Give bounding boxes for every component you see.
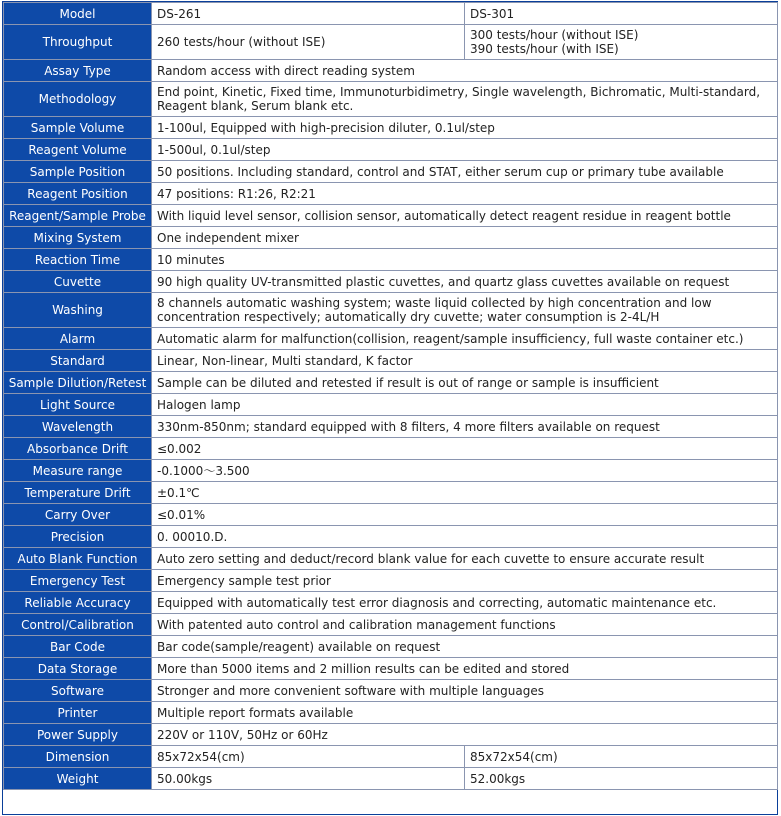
row-value: More than 5000 items and 2 million results can be edited and stored (152, 658, 778, 680)
row-label: Sample Position (4, 161, 152, 183)
row-label: Standard (4, 350, 152, 372)
table-row (4, 702, 778, 724)
row-label: Power Supply (4, 724, 152, 746)
table-row (4, 504, 778, 526)
row-label: Reaction Time (4, 249, 152, 271)
cell-ds261: DS-261 (152, 3, 465, 25)
table-row (4, 293, 778, 328)
table-row (4, 658, 778, 680)
table-row (4, 227, 778, 249)
table-row (4, 438, 778, 460)
cell-ds261: 260 tests/hour (without ISE) (152, 25, 465, 60)
row-label: Light Source (4, 394, 152, 416)
row-label: Control/Calibration (4, 614, 152, 636)
table-row (4, 460, 778, 482)
spec-table-frame (2, 1, 778, 815)
cell-ds301: 85x72x54(cm) (465, 746, 778, 768)
row-label: Mixing System (4, 227, 152, 249)
cell-ds261: 50.00kgs (152, 768, 465, 790)
table-row (4, 161, 778, 183)
table-row (4, 60, 778, 82)
row-label: Model (4, 3, 152, 25)
row-label: Weight (4, 768, 152, 790)
row-value: Auto zero setting and deduct/record blank value for each cuvette to ensure accurate result (152, 548, 778, 570)
row-label: Data Storage (4, 658, 152, 680)
row-value: ≤0.01% (152, 504, 778, 526)
row-value: End point, Kinetic, Fixed time, Immunoturbidimetry, Single wavelength, Bichromatic, Multi-standard, Reagent blank, Serum blank etc. (152, 82, 778, 117)
row-label: Dimension (4, 746, 152, 768)
row-label: Reagent/Sample Probe (4, 205, 152, 227)
table-row (4, 482, 778, 504)
row-value: 47 positions: R1:26, R2:21 (152, 183, 778, 205)
row-label: Reagent Volume (4, 139, 152, 161)
row-value: ≤0.002 (152, 438, 778, 460)
row-label: Precision (4, 526, 152, 548)
row-label: Absorbance Drift (4, 438, 152, 460)
table-row (4, 249, 778, 271)
row-label: Emergency Test (4, 570, 152, 592)
cell-ds301 (465, 25, 778, 60)
row-label: Carry Over (4, 504, 152, 526)
row-label: Auto Blank Function (4, 548, 152, 570)
table-row (4, 680, 778, 702)
row-value: 1-500ul, 0.1ul/step (152, 139, 778, 161)
table-row (4, 746, 778, 768)
row-value: 330nm-850nm; standard equipped with 8 filters, 4 more filters available on request (152, 416, 778, 438)
row-label: Reliable Accuracy (4, 592, 152, 614)
table-row (4, 636, 778, 658)
row-value: 50 positions. Including standard, control and STAT, either serum cup or primary tube available (152, 161, 778, 183)
row-value: Stronger and more convenient software with multiple languages (152, 680, 778, 702)
table-row (4, 271, 778, 293)
row-value: Linear, Non-linear, Multi standard, K factor (152, 350, 778, 372)
table-row (4, 183, 778, 205)
row-label: Measure range (4, 460, 152, 482)
table-row (4, 570, 778, 592)
table-row (4, 3, 778, 25)
row-label: Software (4, 680, 152, 702)
row-label: Alarm (4, 328, 152, 350)
table-row (4, 82, 778, 117)
cell-ds301: DS-301 (465, 3, 778, 25)
table-row (4, 724, 778, 746)
table-row (4, 592, 778, 614)
row-label: Wavelength (4, 416, 152, 438)
table-row (4, 768, 778, 790)
cell-ds301: 52.00kgs (465, 768, 778, 790)
row-value: Multiple report formats available (152, 702, 778, 724)
throughput-line: 300 tests/hour (without ISE) (470, 28, 639, 42)
row-value: ±0.1℃ (152, 482, 778, 504)
table-row (4, 205, 778, 227)
row-value: With liquid level sensor, collision sensor, automatically detect reagent residue in reagent bottle (152, 205, 778, 227)
row-value: 220V or 110V, 50Hz or 60Hz (152, 724, 778, 746)
row-value: 10 minutes (152, 249, 778, 271)
row-value: With patented auto control and calibration management functions (152, 614, 778, 636)
cell-ds261: 85x72x54(cm) (152, 746, 465, 768)
spec-table (3, 2, 778, 790)
row-value: Equipped with automatically test error diagnosis and correcting, automatic maintenance etc. (152, 592, 778, 614)
row-label: Assay Type (4, 60, 152, 82)
row-value: 1-100ul, Equipped with high-precision diluter, 0.1ul/step (152, 117, 778, 139)
row-label: Washing (4, 293, 152, 328)
row-label: Printer (4, 702, 152, 724)
row-label: Temperature Drift (4, 482, 152, 504)
row-label: Throughput (4, 25, 152, 60)
row-value: Sample can be diluted and retested if result is out of range or sample is insufficient (152, 372, 778, 394)
table-row (4, 526, 778, 548)
row-value: One independent mixer (152, 227, 778, 249)
throughput-line: 390 tests/hour (with ISE) (470, 42, 619, 56)
table-row (4, 25, 778, 60)
table-row (4, 416, 778, 438)
row-value: 8 channels automatic washing system; waste liquid collected by high concentration and low concentration respectively; automatically dry cuvette; water consumption is 2-4L/H (152, 293, 778, 328)
row-label: Methodology (4, 82, 152, 117)
table-row (4, 548, 778, 570)
table-row (4, 139, 778, 161)
row-label: Reagent Position (4, 183, 152, 205)
row-value: Automatic alarm for malfunction(collision, reagent/sample insufficiency, full waste container etc.) (152, 328, 778, 350)
row-value: Halogen lamp (152, 394, 778, 416)
table-row (4, 350, 778, 372)
row-value: 0. 00010.D. (152, 526, 778, 548)
table-row (4, 372, 778, 394)
row-value: Bar code(sample/reagent) available on request (152, 636, 778, 658)
table-row (4, 117, 778, 139)
row-label: Cuvette (4, 271, 152, 293)
row-value: Emergency sample test prior (152, 570, 778, 592)
row-value: -0.1000～3.500 (152, 460, 778, 482)
row-label: Sample Dilution/Retest (4, 372, 152, 394)
row-value: 90 high quality UV-transmitted plastic cuvettes, and quartz glass cuvettes available on request (152, 271, 778, 293)
table-row (4, 394, 778, 416)
table-row (4, 328, 778, 350)
row-value: Random access with direct reading system (152, 60, 778, 82)
row-label: Sample Volume (4, 117, 152, 139)
row-label: Bar Code (4, 636, 152, 658)
table-row (4, 614, 778, 636)
